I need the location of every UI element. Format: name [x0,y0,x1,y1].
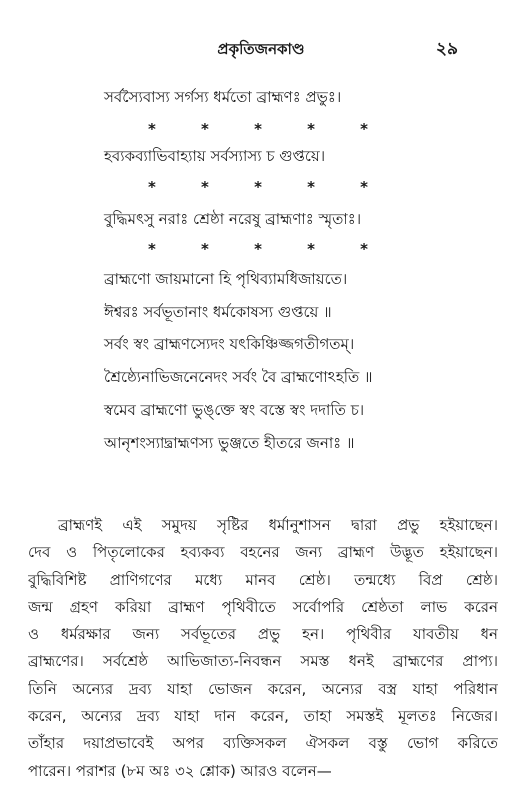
paragraph-line: ব্রাহ্মণই এই সমুদয় সৃষ্টির ধর্মানুশাসন দ্বারা প্রভু হইয়াছেন। [58,516,498,534]
verse-line: সর্বস্যৈবাস্য সর্গস্য ধর্মতো ব্রাহ্মণঃ প্রভুঃ। [104,88,342,106]
verse-line: হব্যকব্যাভিবাহ্যায় সর্বস্যাস্য চ গুপ্তয়ে। [104,147,326,165]
verse-line: সর্বং স্বং ব্রাহ্মণস্যেদং যৎকিঞ্চিজ্জগতীগতম্। [104,335,355,353]
verse-line: আনৃশংস্যাদ্ব্রাহ্মণস্য ভুঞ্জতে হীতরে জনাঃ ॥ [104,434,355,452]
separator-star: * [201,240,209,258]
paragraph-line: তিনি অন্যের দ্রব্য যাহা ভোজন করেন, অন্যের বস্ত্র যাহা পরিধান [28,679,498,698]
paragraph-line: দেব ও পিতৃলোকের হব্যকব্য বহনের জন্য ব্রাহ্মণ উদ্ভূত হইয়াছেন। [28,543,498,562]
verse-line: বুদ্ধিমৎসু নরাঃ শ্রেষ্ঠা নরেষু ব্রাহ্মণাঃ স্মৃতাঃ। [104,210,362,228]
separator-star: * [148,240,156,258]
verse-separator [148,120,368,136]
paragraph-line: ও ধর্মরক্ষার জন্য সর্বভূতের প্রভু হন। পৃথিবীর যাবতীয় ধন [28,625,498,644]
separator-star: * [360,120,368,138]
separator-star: * [307,120,315,138]
verse-separator [148,178,368,194]
separator-star: * [307,240,315,258]
verse-separator [148,240,368,256]
page-header [0,36,522,62]
page-number: ২৯ [435,39,458,59]
paragraph-line: জন্ম গ্রহণ করিয়া ব্রাহ্মণ পৃথিবীতে সর্বোপরি শ্রেষ্ঠতা লাভ করেন [28,597,498,616]
separator-star: * [254,178,262,196]
running-title: প্রকৃতিজনকাণ্ড [217,40,305,58]
separator-star: * [148,120,156,138]
verse-line: ব্রাহ্মণো জায়মানো হি পৃথিব্যামধিজায়তে। [104,270,348,288]
separator-star: * [360,178,368,196]
verse-line: শ্রৈষ্ঠ্যেনাভিজনেনেদং সর্বং বৈ ব্রাহ্মণোঽহতি ॥ [104,368,373,386]
paragraph-line: বুদ্ধিবিশিষ্ট প্রাণিগণের মধ্যে মানব শ্রেষ্ঠ। তন্মধ্যে বিপ্র শ্রেষ্ঠ। [28,570,498,589]
verse-line: ঈশ্বরঃ সর্বভূতানাং ধর্মকোষস্য গুপ্তয়ে ॥ [104,303,332,321]
separator-star: * [254,240,262,258]
paragraph-line: পারেন। পরাশর (৮ম অঃ ৩২ শ্লোক) আরও বলেন— [28,761,332,780]
separator-star: * [201,178,209,196]
paragraph-line: করেন, অন্যের দ্রব্য যাহা দান করেন, তাহা সমস্তই মূলতঃ নিজের। [28,707,498,726]
separator-star: * [201,120,209,138]
verse-line: স্বমেব ব্রাহ্মণো ভুঙ্‌ক্তে স্বং বস্তে স্বং দদাতি চ। [104,401,365,419]
separator-star: * [360,240,368,258]
commentary-paragraph [28,512,498,785]
separator-star: * [254,120,262,138]
separator-star: * [307,178,315,196]
paragraph-line: তাঁহার দয়াপ্রভাবেই অপর ব্যক্তিসকল ঐসকল বস্তু ভোগ করিতে [28,734,498,753]
paragraph-line: ব্রাহ্মণের। সর্বশ্রেষ্ঠ আভিজাত্য-নিবন্ধন সমস্ত ধনই ব্রাহ্মণের প্রাপ্য। [28,652,498,671]
separator-star: * [148,178,156,196]
